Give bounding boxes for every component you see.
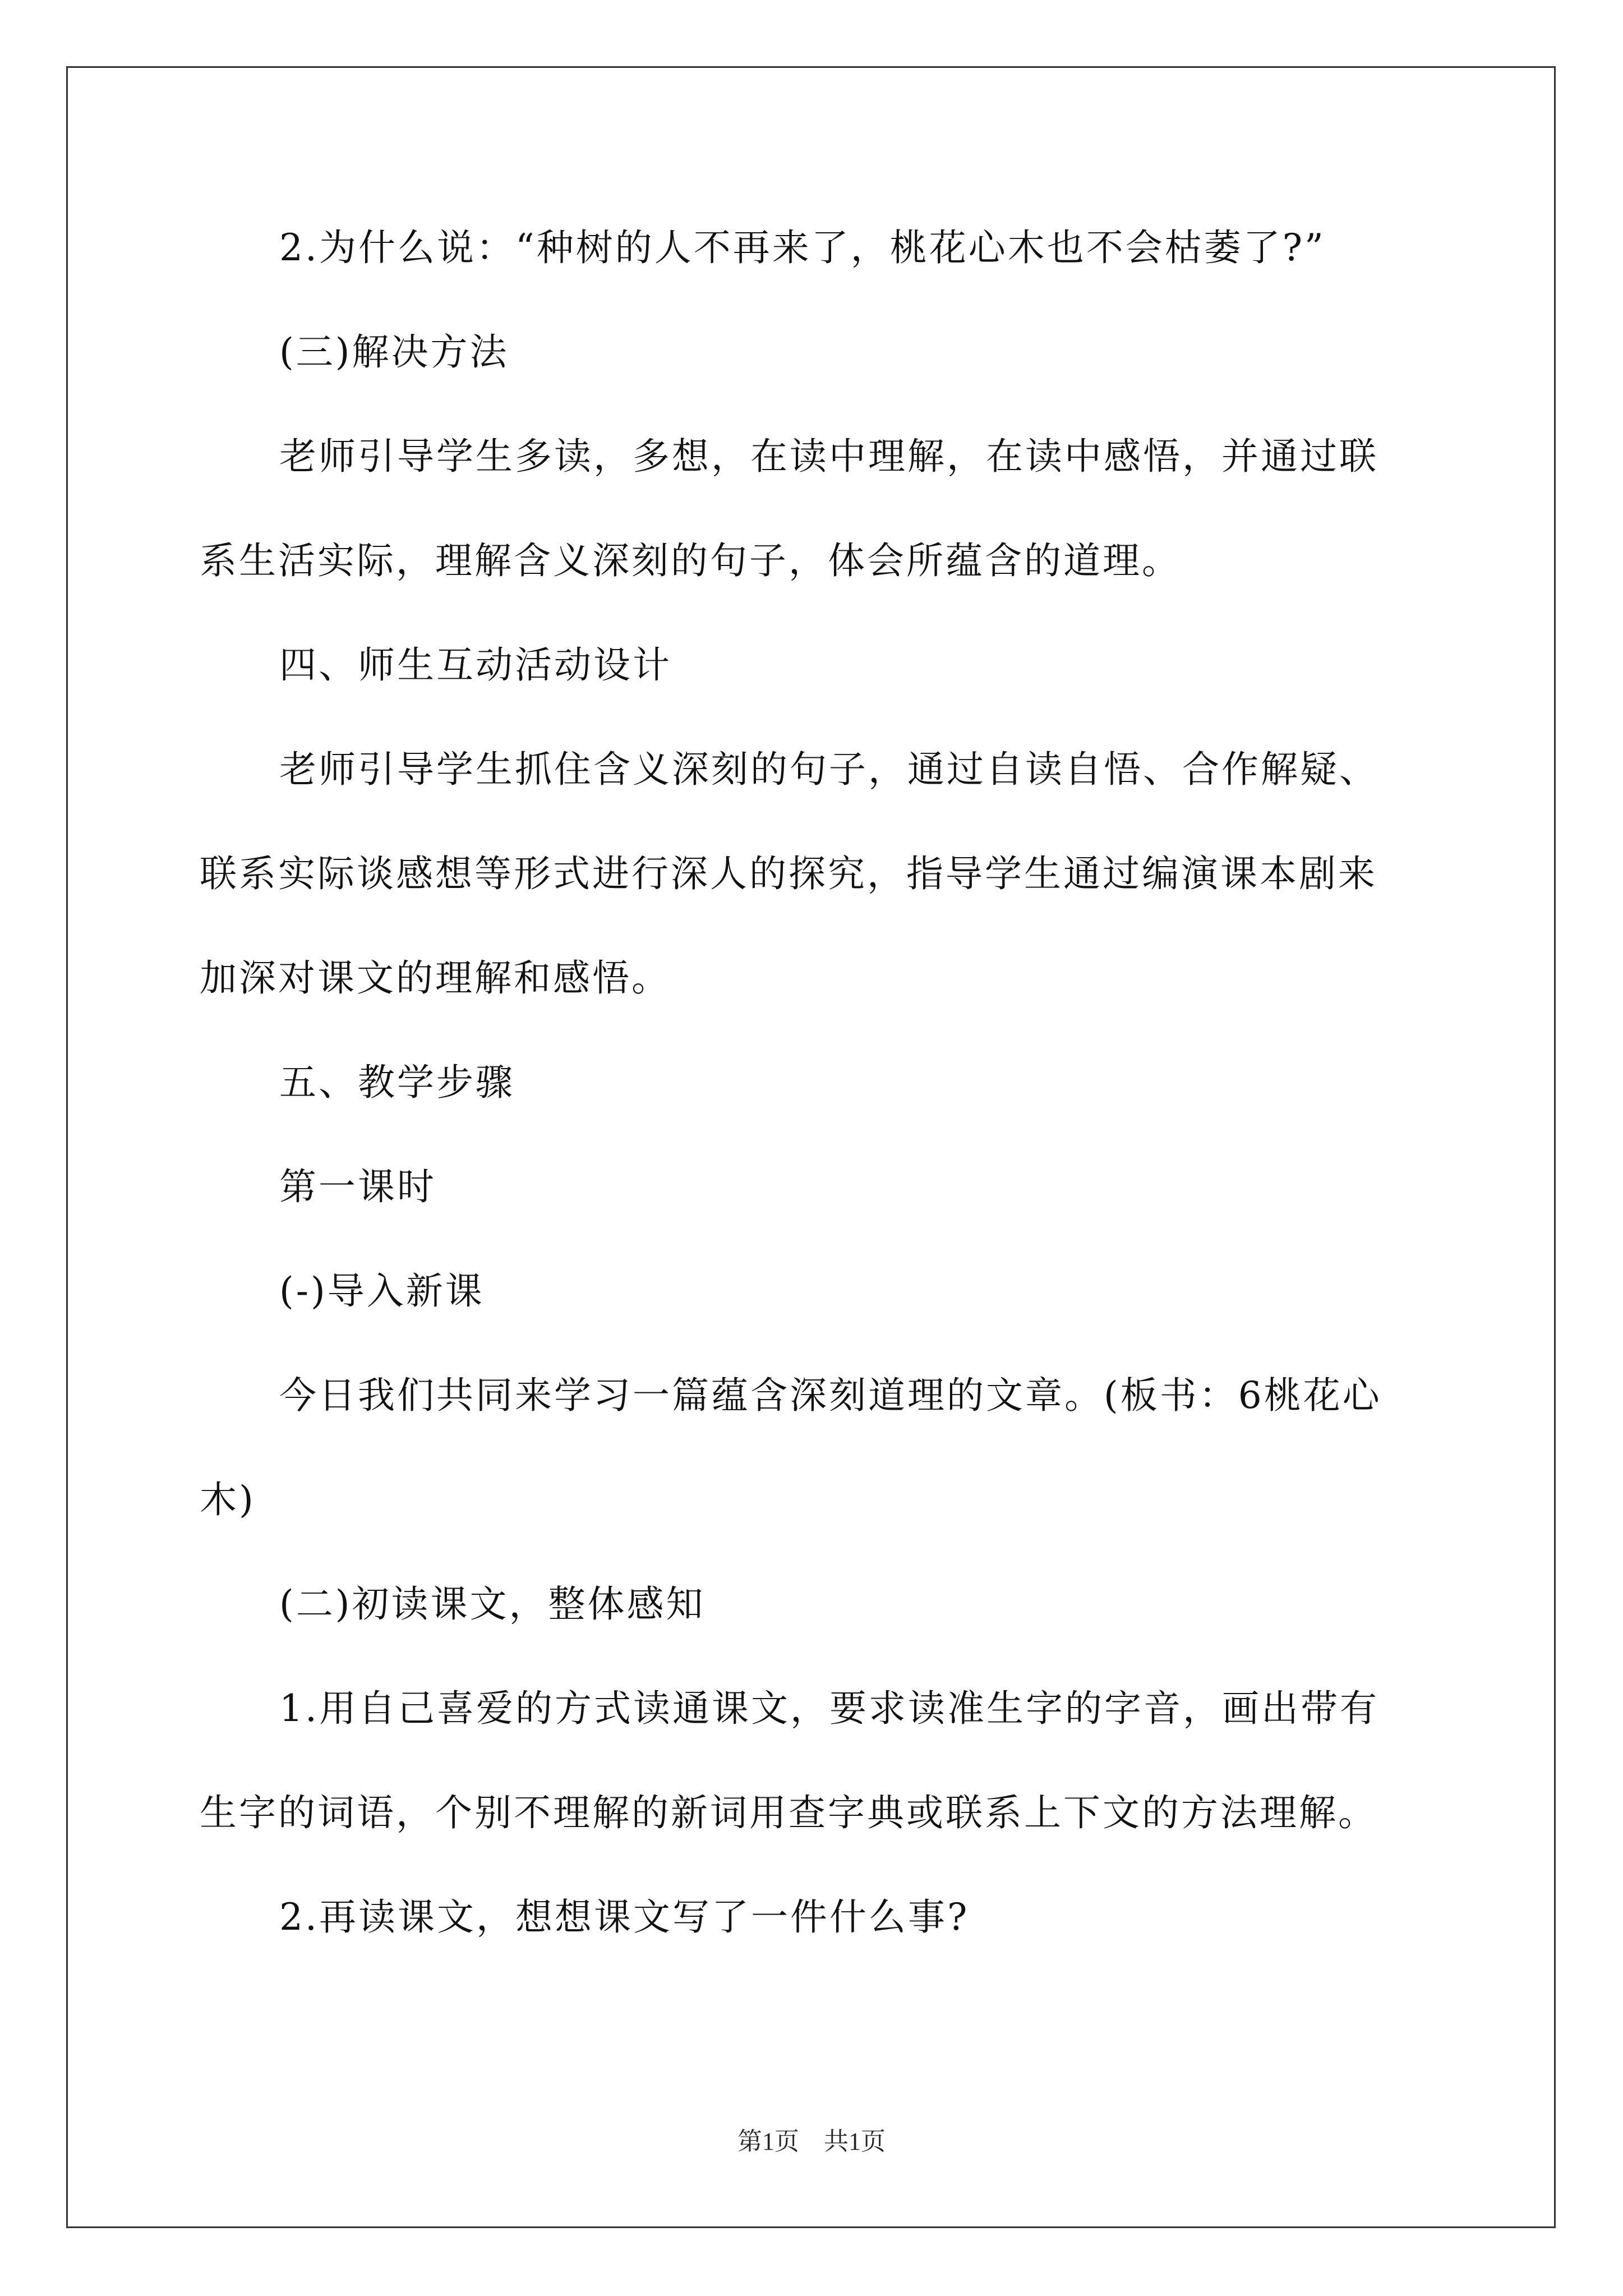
section-heading: (-)导入新课 xyxy=(279,1269,485,1313)
section-heading: 四、师生互动活动设计 xyxy=(279,643,672,687)
page-footer xyxy=(0,2127,1623,2156)
paragraph-line: 联系实际谈感想等形式进行深人的探究，指导学生通过编演课本剧来 xyxy=(200,852,1377,895)
section-heading: (三)解决方法 xyxy=(279,330,509,374)
paragraph-line: 系生活实际，理解含义深刻的句子，体会所蕴含的道理。 xyxy=(200,539,1181,582)
paragraph-line: 2.再读课文，想想课文写了一件什么事? xyxy=(279,1895,970,1939)
section-heading: 第一课时 xyxy=(279,1165,436,1208)
paragraph-line: 1.用自己喜爱的方式读通课文，要求读准生字的字音，画出带有 xyxy=(279,1687,1379,1730)
document-body xyxy=(200,222,1433,1995)
section-heading: (二)初读课文，整体感知 xyxy=(279,1582,706,1626)
paragraph-line: 木) xyxy=(200,1478,256,1521)
paragraph-line: 老师引导学生多读，多想，在读中理解，在读中感悟，并通过联 xyxy=(279,435,1378,478)
paragraph-line: 老师引导学生抓住含义深刻的句子，通过自读自悟、合作解疑、 xyxy=(279,748,1378,791)
paragraph-line: 生字的词语，个别不理解的新词用查字典或联系上下文的方法理解。 xyxy=(200,1791,1377,1834)
paragraph-line: 加深对课文的理解和感悟。 xyxy=(200,956,671,1000)
paragraph-line: 2.为什么说：“种树的人不再来了，桃花心木也不会枯萎了?” xyxy=(279,226,1326,269)
paragraph-line: 今日我们共同来学习一篇蕴含深刻道理的文章。(板书：6桃花心 xyxy=(279,1374,1382,1417)
section-heading: 五、教学步骤 xyxy=(279,1061,515,1104)
page-number-label: 第1页 共1页 xyxy=(737,2128,886,2155)
